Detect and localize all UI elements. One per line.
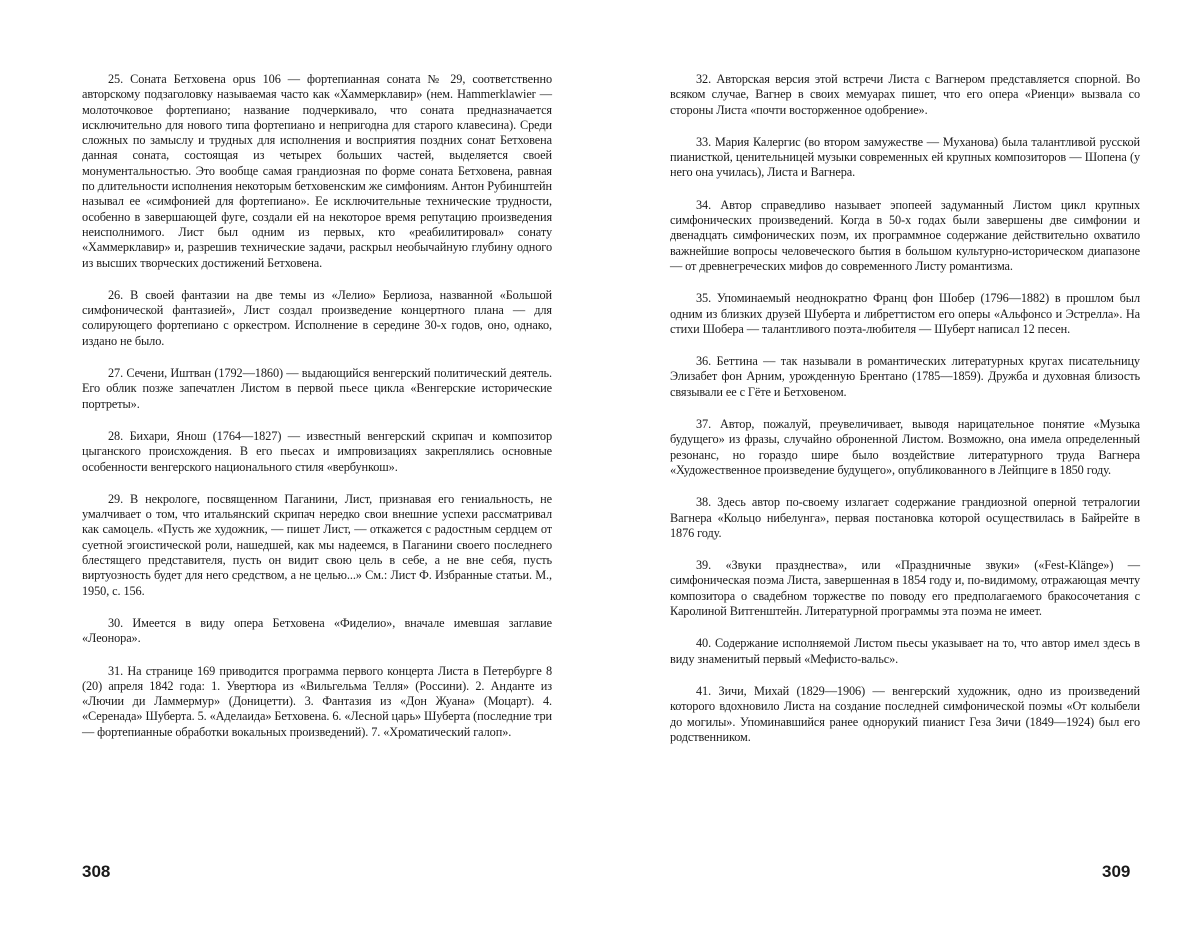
note-26: 26. В своей фантазии на две темы из «Лелио» Берлиоза, названной «Большой симфонической фантазией», Лист создал произведение концертного плана — для солирующего фортепиано с оркестром. Исполнение в середине 30-х годов, оно, однако, издано не было. bbox=[82, 287, 552, 348]
note-31: 31. На странице 169 приводится программа первого концерта Листа в Петербурге 8 (20) апреля 1842 года: 1. Увертюра из «Вильгельма Телля» (Россини). 2. Анданте из «Лючии ди Ламмермур» (Доницетти). 3. Фантазия из «Дон Жуана» (Моцарт). 4. «Серенада» Шуберта. 5. «Аделаида» Бетховена. 6. «Лесной царь» Шуберта (последние три — фортепианные обработки вокальных произведений). 7. «Хроматический галоп». bbox=[82, 663, 552, 739]
page-number-right: 309 bbox=[1102, 862, 1131, 881]
note-28: 28. Бихари, Янош (1764—1827) — известный венгерский скрипач и композитор цыганского происхождения. В его пьесах и импровизациях закреплялись основные особенности венгерского национального стиля «вербункош». bbox=[82, 428, 552, 474]
note-27: 27. Сечени, Иштван (1792—1860) — выдающийся венгерский политический деятель. Его облик позже запечатлен Листом в первой пьесе цикла «Венгерские исторические портреты». bbox=[82, 366, 552, 411]
note-35: 35. Упоминаемый неоднократно Франц фон Шобер (1796—1882) в прошлом был одним из близких друзей Шуберта и либреттистом его оперы «Альфонсо и Эстрелла». На стихи Шобера — талантливого поэта-любителя — Шуберт написал 12 песен. bbox=[670, 291, 1140, 336]
note-36: 36. Беттина — так называли в романтических литературных кругах писательницу Элизабет фон Арним, урожденную Брентано (1785—1859). Дружба и духовная близость связывали ее с Гёте и Бетховеном. bbox=[670, 354, 1140, 399]
note-38: 38. Здесь автор по-своему излагает содержание грандиозной оперной тетралогии Вагнера «Кольцо нибелунга», первая постановка которой осуществилась в Байрейте в 1876 году. bbox=[670, 495, 1140, 540]
page-number-left: 308 bbox=[82, 862, 111, 881]
right-page bbox=[670, 72, 1140, 762]
note-40: 40. Содержание исполняемой Листом пьесы указывает на то, что автор имел здесь в виду знаменитый первый «Мефисто-вальс». bbox=[670, 636, 1140, 666]
note-33: 33. Мария Калергис (во втором замужестве — Муханова) была талантливой русской пианисткой, ценительницей музыки современных ей крупных композиторов — Шопена (у него она училась), Листа и Вагнера. bbox=[670, 134, 1140, 180]
note-34: 34. Автор справедливо называет эпопеей задуманный Листом цикл крупных симфонических произведений. Когда в 50-х годах были завершены две симфонии и двенадцать симфонических поэм, их программное содержание действительно охватило важнейшие вопросы человеческого бытия в большом культурно-историческом диапазоне — от древнегреческих мифов до современного Листу романтизма. bbox=[670, 197, 1140, 273]
note-41: 41. Зичи, Михай (1829—1906) — венгерский художник, одно из произведений которого вдохновило Листа на создание последней симфонической поэмы «От колыбели до могилы». Упоминавшийся ранее однорукий пианист Геза Зичи (1849—1924) был его родственником. bbox=[670, 683, 1140, 744]
note-30: 30. Имеется в виду опера Бетховена «Фиделио», вначале имевшая заглавие «Леонора». bbox=[82, 615, 552, 646]
note-37: 37. Автор, пожалуй, преувеличивает, выводя нарицательное понятие «Музыка будущего» из фразы, случайно оброненной Листом. Возможно, она имела определенный резонанс, но гораздо шире было воздействие литературного труда Вагнера «Художественное произведение будущего», опубликованного в Лейпциге в 1850 году. bbox=[670, 417, 1140, 477]
note-29: 29. В некрологе, посвященном Паганини, Лист, признавая его гениальность, не умалчивает о том, что итальянский скрипач нередко свои внешние успехи рассматривал как самоцель. «Пусть же художник, — пишет Лист, — откажется с радостным сердцем от суетной эгоистической роли, нашедшей, как мы надеемся, в Паганини своего последнего блестящего представителя, пусть он видит свою цель в себе, а не вне себя, пусть виртуозность будет для него средством, а не целью...» См.: Лист Ф. Избранные статьи. М., 1950, с. 156. bbox=[82, 491, 552, 598]
left-page bbox=[82, 72, 552, 757]
note-25: 25. Соната Бетховена opus 106 — фортепианная соната № 29, соответственно авторскому подзаголовку называемая часто как «Хаммерклавир» (нем. Hammerklawier — молоточковое фортепиано; название подчеркивало, что соната предназначается исключительно для нового типа фортепиано и непригодна для старого клавесина). Среди сложных по замыслу и трудных для исполнения и восприятия поздних сонат Бетховена данная соната, состоящая из четырех больших частей, выделяется своей монументальностью. Это вообще самая грандиозная по форме соната Бетховена, равная по длительности исполнения некоторым бетховенским же симфониям. Антон Рубинштейн называл ее «симфонией для фортепиано». Ее исключительные технические трудности, особенно в завершающей фуге, создали ей на некоторое время репутацию произведения неисполнимого. Лист был одним из первых, кто «реабилитировал» сонату «Хаммерклавир» и, разрешив технические задачи, раскрыл необычайную глубину одного из высших творческих достижений Бетховена. bbox=[82, 72, 552, 270]
note-39: 39. «Звуки празднества», или «Праздничные звуки» («Fest-Klänge») — симфоническая поэма Листа, завершенная в 1854 году и, по-видимому, отражающая мечту композитора о свадебном торжестве по поводу его предполагаемого бракосочетания с Каролиной Витгенштейн. Литературной программы эта поэма не имеет. bbox=[670, 558, 1140, 619]
note-32: 32. Авторская версия этой встречи Листа с Вагнером представляется спорной. Во всяком случае, Вагнер в своих мемуарах пишет, что его опера «Риенци» вызвала со стороны Листа «почти восторженное одобрение». bbox=[670, 72, 1140, 117]
